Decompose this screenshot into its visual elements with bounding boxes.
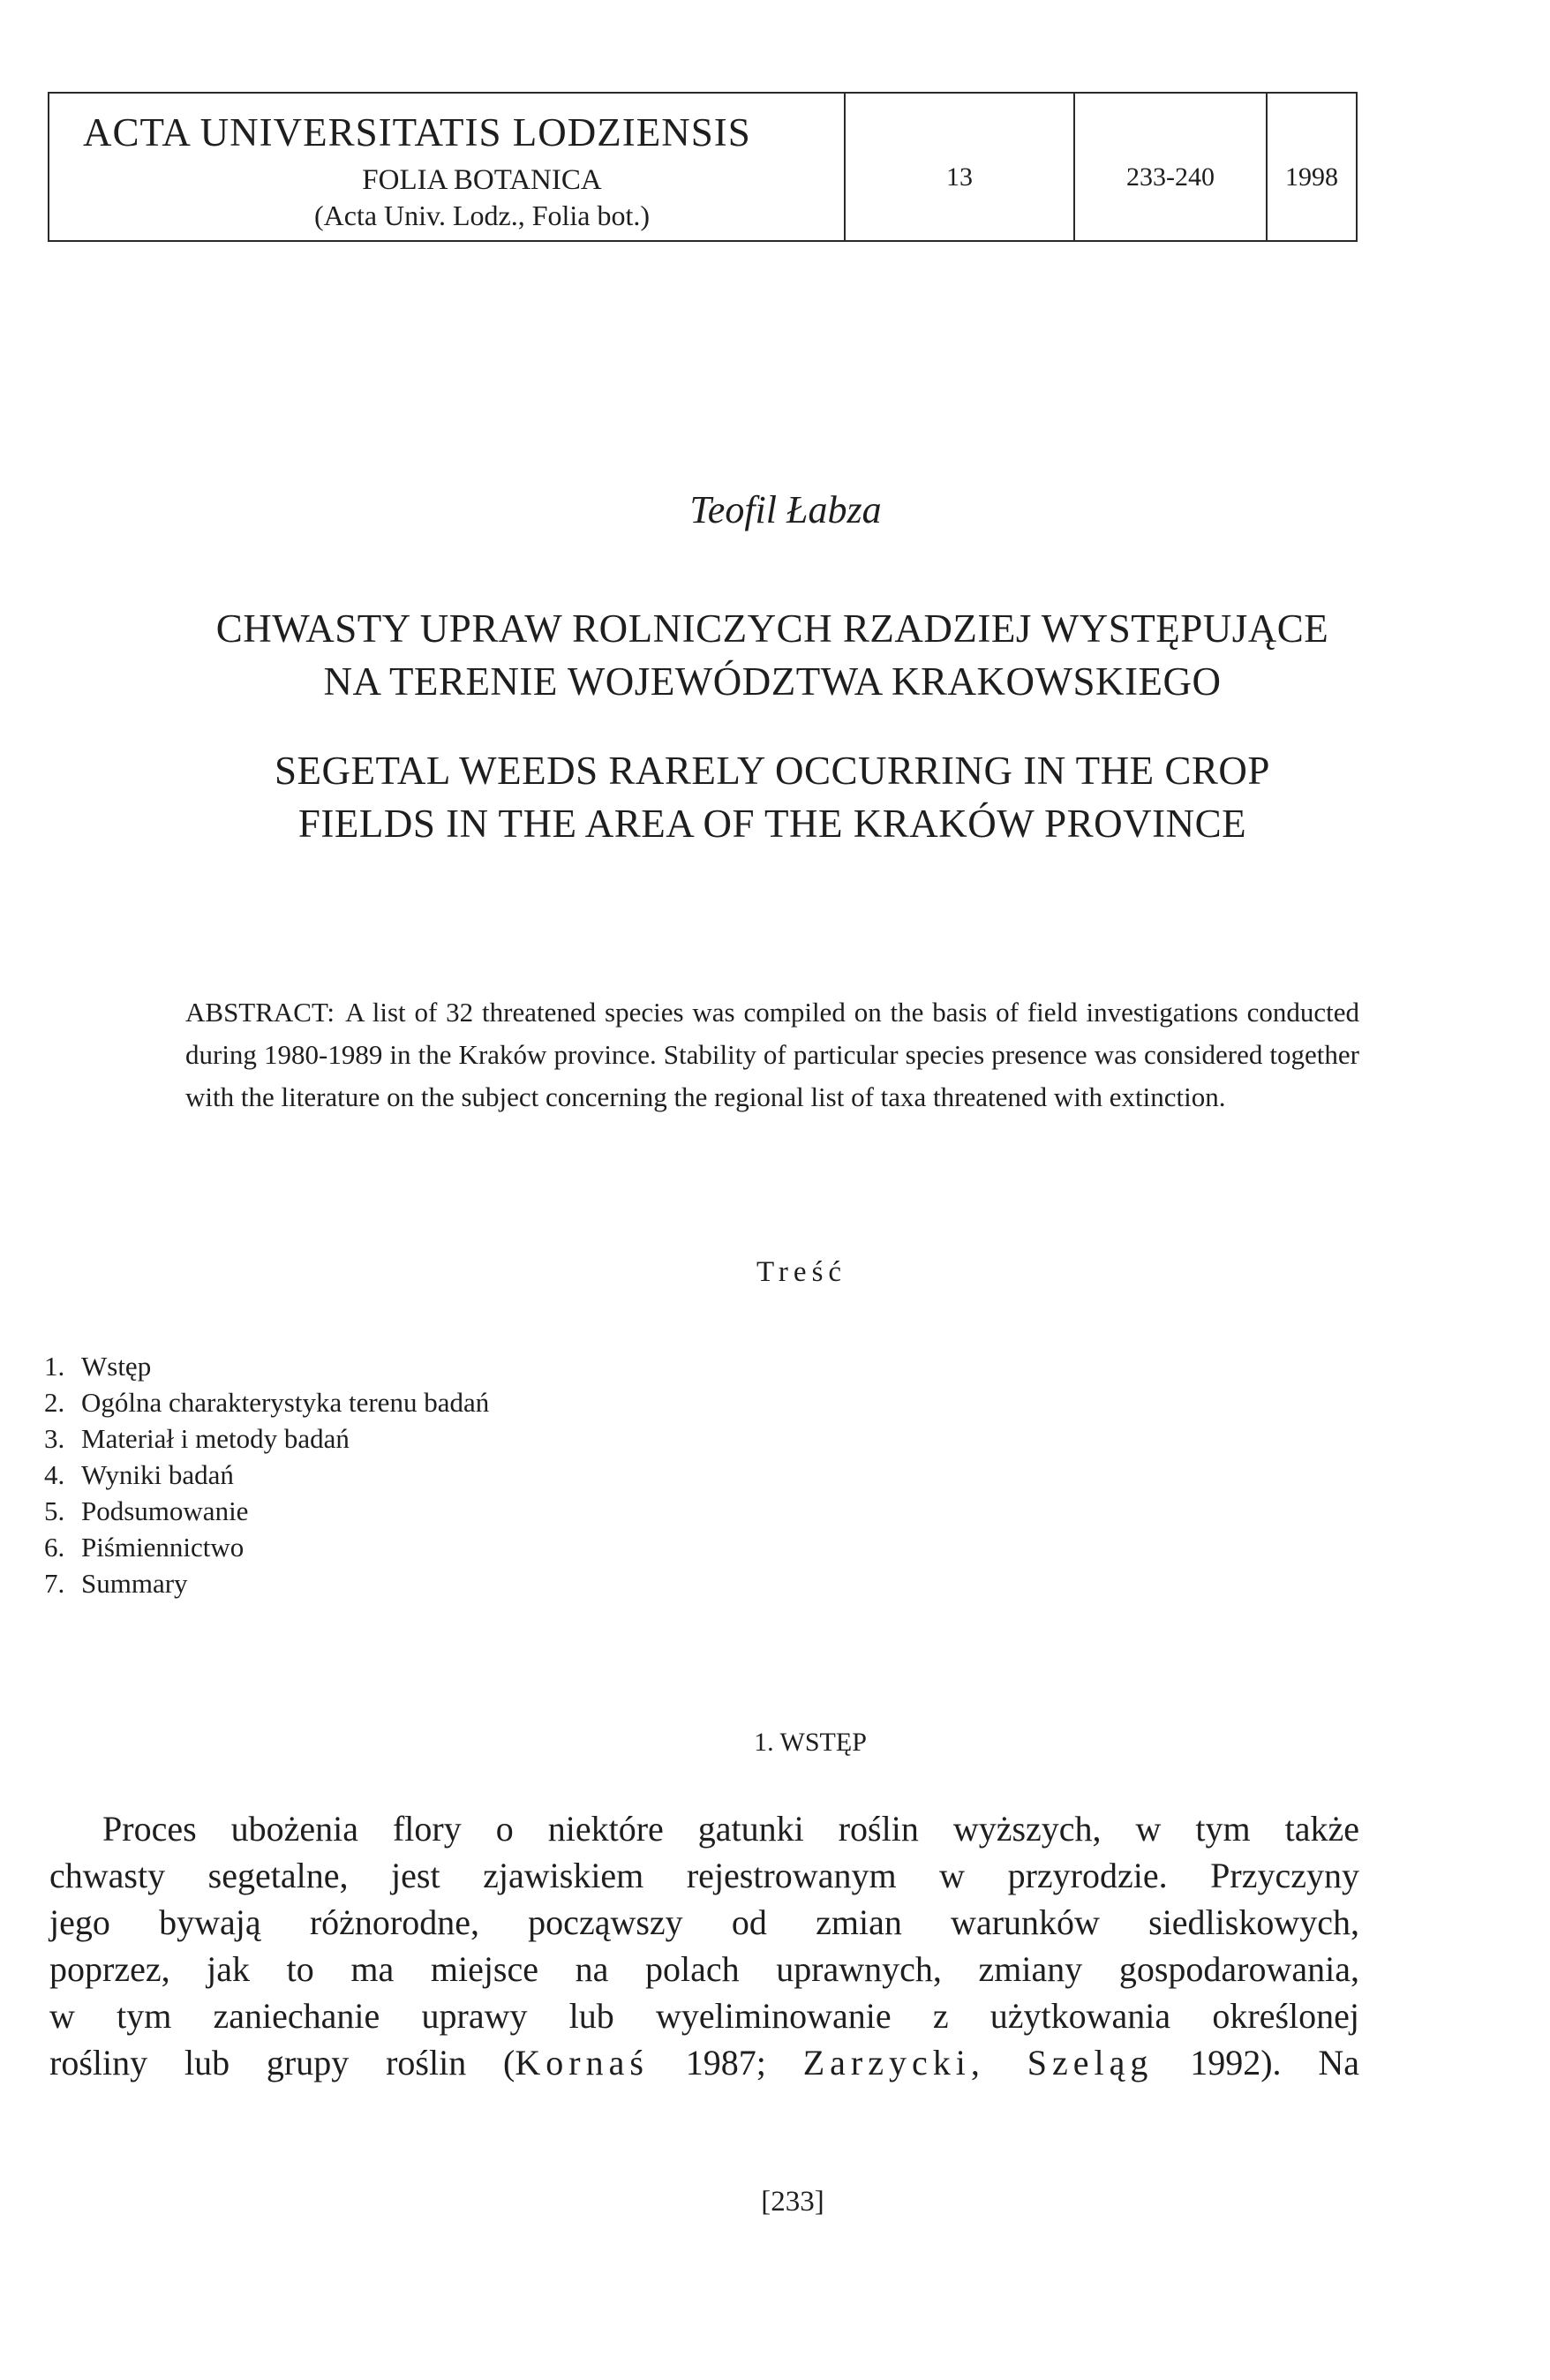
abstract xyxy=(185,991,1359,1118)
toc-item-number: 4. xyxy=(44,1459,65,1490)
year-cell xyxy=(1268,94,1356,240)
section-heading: 1. WSTĘP xyxy=(754,1728,867,1757)
body-paragraph xyxy=(49,1805,1359,2086)
paragraph-text: rośliny lub grupy roślin ( xyxy=(49,2043,515,2082)
pages-cell xyxy=(1075,94,1268,240)
toc-item-label: Wyniki badań xyxy=(81,1459,234,1490)
title-polish-line-1: CHWASTY UPRAW ROLNICZYCH RZADZIEJ WYSTĘPUJĄCE xyxy=(215,606,1329,651)
volume-number: 13 xyxy=(946,162,973,192)
title-polish-line-2: NA TERENIE WOJEWÓDZTWA KRAKOWSKIEGO xyxy=(323,659,1222,704)
toc-item-label: Ogólna charakterystyka terenu badań xyxy=(81,1387,490,1418)
contents-heading: Treść xyxy=(756,1256,847,1288)
journal-abbreviation: (Acta Univ. Lodz., Folia bot.) xyxy=(313,200,651,231)
toc-item-number: 7. xyxy=(44,1568,65,1599)
paragraph-line: w tym zaniechanie uprawy lub wyeliminowanie z użytkowania określonej xyxy=(49,1996,1359,2036)
abstract-label: ABSTRACT: xyxy=(185,997,335,1028)
journal-header-box xyxy=(48,92,1358,242)
journal-info-cell xyxy=(49,94,846,240)
author-name: Teofil Łabza xyxy=(689,488,882,531)
toc-item-label: Wstęp xyxy=(81,1351,152,1382)
title-english-line-1: SEGETAL WEEDS RARELY OCCURRING IN THE CROP xyxy=(275,749,1270,793)
toc-item-label: Podsumowanie xyxy=(81,1495,249,1526)
citation-year: 1987; xyxy=(648,2043,803,2082)
toc-item-number: 1. xyxy=(44,1351,65,1382)
toc-item-label: Materiał i metody badań xyxy=(81,1423,350,1454)
citation-author: Zarzycki, Szeląg xyxy=(802,2043,1154,2082)
page-range: 233-240 xyxy=(1126,162,1215,192)
toc-item xyxy=(44,1493,489,1529)
journal-name: ACTA UNIVERSITATIS LODZIENSIS xyxy=(83,110,751,154)
toc-item xyxy=(44,1529,489,1565)
citation-author: Kornaś xyxy=(515,2043,649,2082)
toc-item xyxy=(44,1384,489,1420)
toc-item-label: Summary xyxy=(81,1568,188,1599)
toc-item xyxy=(44,1565,489,1601)
toc-item xyxy=(44,1348,489,1384)
toc-item-number: 5. xyxy=(44,1495,65,1526)
paragraph-line: Proces ubożenia flory o niektóre gatunki roślin wyższych, w tym także xyxy=(102,1809,1359,1849)
page-number: [233] xyxy=(761,2186,824,2218)
volume-cell xyxy=(846,94,1075,240)
publication-year: 1998 xyxy=(1285,162,1338,192)
paragraph-line: chwasty segetalne, jest zjawiskiem rejestrowanym w przyrodzie. Przyczyny xyxy=(49,1856,1359,1895)
title-english-line-2: FIELDS IN THE AREA OF THE KRAKÓW PROVINCE xyxy=(297,802,1247,846)
citation-year: 1992). Na xyxy=(1153,2043,1360,2082)
toc-item-number: 2. xyxy=(44,1387,65,1418)
table-of-contents xyxy=(44,1348,489,1601)
toc-item-label: Piśmiennictwo xyxy=(81,1532,245,1563)
toc-item xyxy=(44,1457,489,1493)
toc-item-number: 3. xyxy=(44,1423,65,1454)
paragraph-line: poprzez, jak to ma miejsce na polach uprawnych, zmiany gospodarowania, xyxy=(49,1949,1359,1989)
abstract-text: A list of 32 threatened species was compiled on the basis of field investigations conducted during 1980-1989 in the Kraków province. Stability of particular species presence was considered together with the literature on the subject concerning the regional list of taxa threatened with extinction. xyxy=(185,997,1359,1112)
toc-item-number: 6. xyxy=(44,1532,65,1563)
title-polish xyxy=(71,602,1474,708)
journal-series: FOLIA BOTANICA xyxy=(362,164,602,196)
toc-item xyxy=(44,1420,489,1457)
title-english xyxy=(71,744,1474,850)
paragraph-last-line xyxy=(49,2039,1359,2086)
paragraph-line: jego bywają różnorodne, począwszy od zmian warunków siedliskowych, xyxy=(49,1902,1359,1942)
